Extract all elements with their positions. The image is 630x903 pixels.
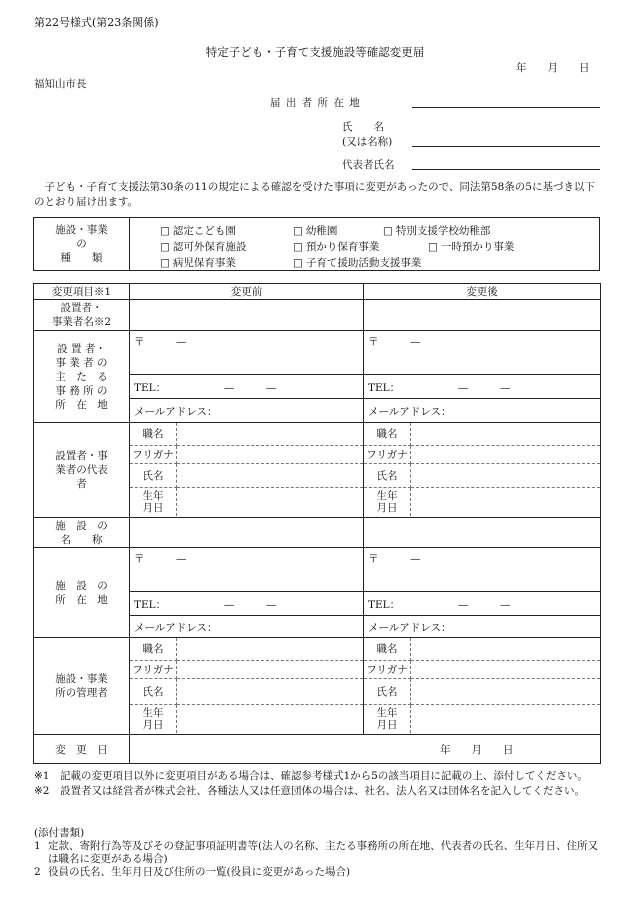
checkbox-kosodate[interactable]: □ 子育て援助活動支援事業 (293, 255, 421, 270)
addressee: 福知山市長 (34, 78, 87, 90)
rep-label: 代表者氏名 (342, 159, 395, 171)
email-field[interactable]: メールアドレス： (134, 622, 218, 634)
header-item: 変更項目※1 (34, 284, 130, 300)
name-field-cell[interactable] (411, 463, 601, 487)
setter-name-after[interactable] (364, 300, 601, 331)
rep-after[interactable] (364, 423, 601, 518)
furigana-label: フリガナ (364, 445, 411, 463)
birth-field[interactable] (411, 487, 601, 516)
row-setter-address-label: 設 置 者・ 事 業 者 の 主 た る 事 務 所 の 所 在 地 (34, 331, 130, 423)
name-label-cell: 氏名 (130, 678, 177, 704)
birth-field[interactable] (411, 704, 601, 733)
tel-field[interactable]: TEL： — — (364, 592, 600, 616)
setter-address-before[interactable] (130, 331, 364, 423)
furigana-field[interactable] (177, 445, 364, 463)
email-field[interactable]: メールアドレス： (368, 406, 452, 418)
manager-after[interactable] (364, 638, 601, 735)
name-field-cell[interactable] (177, 678, 364, 704)
row-change-date-label: 変 更 日 (34, 735, 130, 764)
position-label: 職名 (364, 638, 411, 660)
birth-label: 生年 月日 (364, 487, 411, 516)
statement: 子ども・子育て支援法第30条の11の規定による確認を受けた事項に変更があったので、同法第58条の5に基づき以下のとおり届け出ます。 (34, 181, 595, 208)
tel-field[interactable]: TEL： — — (130, 375, 363, 399)
facility-name-after[interactable] (364, 518, 601, 548)
attachments (34, 827, 604, 879)
tel-field[interactable]: TEL： — — (130, 592, 363, 616)
checkbox-nintei[interactable]: □ 認定こども園 (160, 223, 236, 238)
page-title: 特定子ども・子育て支援施設等確認変更届 (205, 45, 425, 59)
position-field[interactable] (177, 638, 364, 660)
row-setter-name-label: 設置者・ 事業者名※2 (34, 300, 130, 331)
furigana-label: フリガナ (130, 660, 177, 678)
tel-field[interactable]: TEL： — — (364, 375, 600, 399)
name-field-cell[interactable] (411, 678, 601, 704)
checkbox-ninkagai[interactable]: □ 認可外保育施設 (160, 239, 246, 254)
facility-type-options (130, 218, 600, 271)
position-field[interactable] (411, 423, 601, 445)
date-line: 年 月 日 (516, 62, 590, 74)
row-manager-label: 施設・事業 所の管理者 (34, 638, 130, 735)
name-field-cell[interactable] (177, 463, 364, 487)
rep-field[interactable] (412, 169, 600, 170)
facility-address-before[interactable] (130, 548, 364, 638)
furigana-label: フリガナ (130, 445, 177, 463)
change-table (33, 283, 601, 764)
name-label-sub: (又は名称) (342, 136, 393, 148)
postal-field[interactable]: 〒 — (364, 331, 600, 375)
note-2: ※2 設置者又は経営者が株式会社、各種法人又は任意団体の場合は、社名、法人名又は団体名を記入してください。 (34, 785, 585, 797)
checkbox-tokubetsu[interactable]: □ 特別支援学校幼稚部 (383, 223, 490, 238)
form-number: 第22号様式(第23条関係) (34, 16, 159, 29)
birth-label: 生年 月日 (130, 487, 177, 516)
change-date-field[interactable]: 年 月 日 (130, 735, 601, 764)
attachment-1: 1 定款、寄附行為等及びその登記事項証明書等(法人の名称、主たる事務所の所在地、代表者の氏名、生年月日、住所又は職名に変更がある場合) (34, 840, 599, 865)
setter-name-before[interactable] (130, 300, 364, 331)
birth-field[interactable] (177, 704, 364, 733)
furigana-field[interactable] (177, 660, 364, 678)
attachments-heading: (添付書類) (34, 827, 85, 839)
setter-address-after[interactable] (364, 331, 601, 423)
email-field[interactable]: メールアドレス： (368, 622, 452, 634)
postal-field[interactable]: 〒 — (130, 331, 363, 375)
position-label: 職名 (130, 638, 177, 660)
furigana-label: フリガナ (364, 660, 411, 678)
postal-field[interactable]: 〒 — (130, 548, 363, 592)
address-field[interactable] (412, 107, 600, 108)
postal-field[interactable]: 〒 — (364, 548, 600, 592)
row-facility-name-label: 施 設 の 名 称 (34, 518, 130, 548)
checkbox-byouji[interactable]: □ 病児保育事業 (160, 255, 236, 270)
position-field[interactable] (177, 423, 364, 445)
birth-label: 生年 月日 (130, 704, 177, 733)
position-label: 職名 (364, 423, 411, 445)
attachment-2: 2 役員の氏名、生年月日及び住所の一覧(役員に変更があった場合) (34, 866, 351, 878)
position-label: 職名 (130, 423, 177, 445)
position-field[interactable] (411, 638, 601, 660)
row-rep-label: 設置者・事 業者の代表 者 (34, 423, 130, 518)
furigana-field[interactable] (411, 660, 601, 678)
facility-type-label: 施設・事業 の 種 類 (34, 218, 130, 271)
header-before: 変更前 (130, 284, 364, 300)
header-after: 変更後 (364, 284, 601, 300)
checkbox-ichiji[interactable]: □ 一時預かり事業 (428, 239, 514, 254)
name-label: 氏 名 (342, 121, 384, 133)
checkbox-youchien[interactable]: □ 幼稚園 (293, 223, 337, 238)
notes (34, 770, 604, 798)
rep-before[interactable] (130, 423, 364, 518)
email-field[interactable]: メールアドレス： (134, 406, 218, 418)
facility-address-after[interactable] (364, 548, 601, 638)
name-field[interactable] (412, 146, 600, 147)
birth-field[interactable] (177, 487, 364, 516)
checkbox-azukari[interactable]: □ 預かり保育事業 (293, 239, 379, 254)
note-1: ※1 記載の変更項目以外に変更項目がある場合は、確認参考様式1から5の該当項目に記載の上、添付してください。 (34, 770, 588, 782)
row-facility-address-label: 施 設 の 所 在 地 (34, 548, 130, 638)
name-label-cell: 氏名 (364, 678, 411, 704)
name-label-cell: 氏名 (130, 463, 177, 487)
name-label-cell: 氏名 (364, 463, 411, 487)
facility-name-before[interactable] (130, 518, 364, 548)
address-label: 届 出 者 所 在 地 (270, 97, 361, 109)
manager-before[interactable] (130, 638, 364, 735)
facility-type-table (33, 217, 600, 271)
furigana-field[interactable] (411, 445, 601, 463)
birth-label: 生年 月日 (364, 704, 411, 733)
